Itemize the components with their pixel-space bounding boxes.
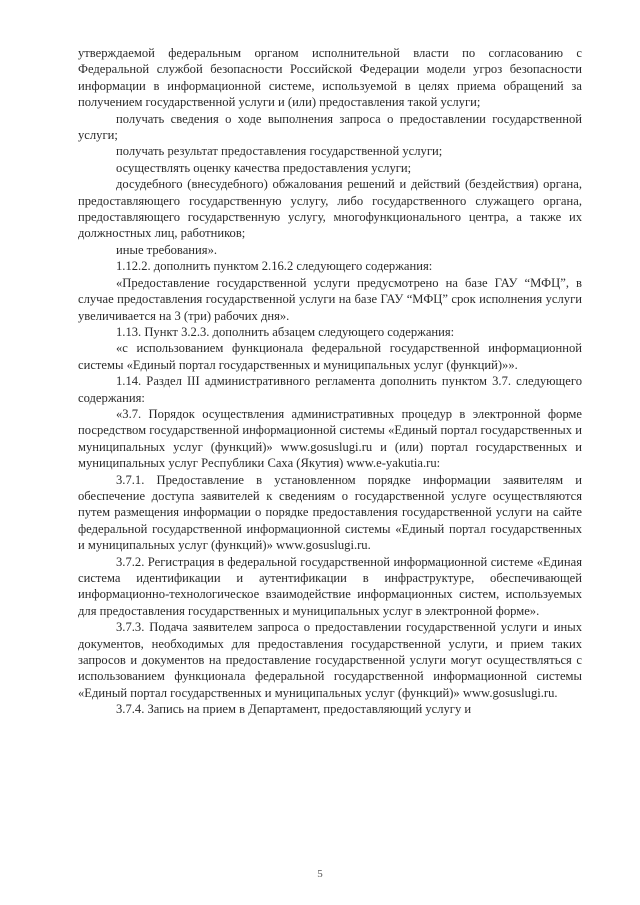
paragraph: 3.7.3. Подача заявителем запроса о предоставлении государственной услуги и иных документов, необходимых для предоставления государственной услуги, и прием таких запросов и документов на предоставление государственной услуги могут осуществляться с использованием функционала федеральной государственной информационной системы «Единый портал государственных и муниципальных услуг (функций)» www.gosuslugi.ru. <box>78 620 582 700</box>
paragraph: 3.7.2. Регистрация в федеральной государственной информационной системе «Единая система идентификации и аутентификации в инфраструктуре, обеспечивающей информационно-технологическое взаимодействие информационных систем, используемых для предоставления государственных и муниципальных услуг в электронной форме». <box>78 554 582 618</box>
paragraph: 1.12.2. дополнить пунктом 2.16.2 следующего содержания: <box>116 259 433 274</box>
paragraph: получать сведения о ходе выполнения запроса о предоставлении государственной услуги; <box>78 111 582 143</box>
paragraph: получать результат предоставления государственной услуги; <box>116 144 443 159</box>
paragraph: 3.7.1. Предоставление в установленном порядке информации заявителям и обеспечение доступа заявителей к сведениям о государственной услуге осуществляются путем размещения информации о порядке предоставления государственной услуги на сайте федеральной государственной информационной системы «Единый портал государственных и муниципальных услуг (функций)» www.gosuslugi.ru. <box>78 472 582 553</box>
paragraph: иные требования». <box>116 242 218 257</box>
page-number: 5 <box>317 868 323 880</box>
paragraph: «3.7. Порядок осуществления административных процедур в электронной форме посредством государственной информационной системы «Единый портал государственных и муниципальных услуг (функций)» www.gosuslugi.ru и (или) портал государственных и муниципальных услуг Республики Саха (Якутия) www.e-yakutia.ru: <box>78 406 582 471</box>
paragraph: «с использованием функционала федеральной государственной информационной системы «Единый портал государственных и муниципальных услуг (функций)»». <box>78 341 582 372</box>
paragraph: 1.13. Пункт 3.2.3. дополнить абзацем следующего содержания: <box>116 324 455 339</box>
paragraph: 3.7.4. Запись на прием в Департамент, предоставляющий услугу и <box>116 702 472 717</box>
paragraph: «Предоставление государственной услуги предусмотрено на базе ГАУ “МФЦ”, в случае предоставления государственной услуги на базе ГАУ “МФЦ” срок исполнения услуги увеличивается на 3 (три) рабочих дня». <box>78 275 582 323</box>
paragraph: утверждаемой федеральным органом исполнительной власти по согласованию с Федеральной службой безопасности Российской Федерации модели угроз безопасности информации в информационной системе, используемой в целях приема обращений за получением государственной услуги и (или) предоставления такой услуги; <box>78 46 582 110</box>
paragraph: осуществлять оценку качества предоставления услуги; <box>116 160 412 175</box>
paragraph: досудебного (внесудебного) обжалования решений и действий (бездействия) органа, предоставляющего государственную услугу, либо государственного служащего органа, предоставляющего государственную услугу, многофункционального центра, а также их должностных лиц, работников; <box>78 177 582 241</box>
document-body <box>78 45 582 718</box>
paragraph: 1.14. Раздел III административного регламента дополнить пунктом 3.7. следующего содержания: <box>78 374 582 405</box>
